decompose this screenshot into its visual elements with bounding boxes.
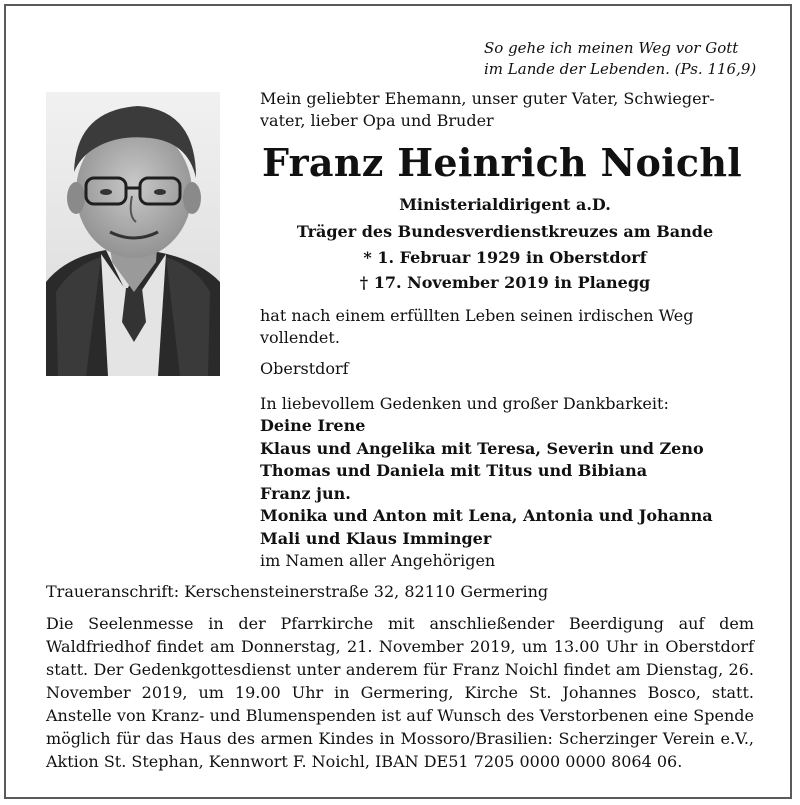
remembrance-line: In liebevollem Gedenken und großer Dankbarkeit: — [260, 394, 669, 413]
deceased-name: Franz Heinrich Noichl — [262, 140, 743, 185]
family-member: Deine Irene — [260, 416, 366, 435]
bible-verse-line-1: So gehe ich meinen Weg vor Gott — [484, 39, 739, 57]
completed-life-text: hat nach einem erfüllten Leben seinen irdischen Weg vollendet. — [260, 306, 694, 347]
death-date: † 17. November 2019 in Planegg — [359, 273, 651, 292]
intro-line-2: vater, lieber Opa und Bruder — [260, 111, 494, 130]
portrait-image — [46, 92, 220, 376]
funeral-details: Die Seelenmesse in der Pfarrkirche mit anschließender Beerdigung auf dem Waldfriedhof findet am Donnerstag, 21. November 2019, um 13.00 Uhr in Oberstdorf statt. Der Gedenkgottesdienst unter anderem für Franz Noichl findet am Dienstag, 26. November 2019, um 19.00 Uhr in Germering, Kirche St. Johannes Bosco, statt. Anstelle von Kranz- und Blumenspenden ist auf Wunsch des Verstorbenen eine Spende möglich für das Haus des armen Kindes in Mossoro/Brasilien: Scherzinger Verein e.V., Aktion St. Stephan, Kennwort F. Noichl, IBAN DE51 7205 0000 0000 8064 06. — [46, 614, 754, 771]
family-member: Monika und Anton mit Lena, Antonia und Johanna — [260, 506, 713, 526]
relatives-line: im Namen aller Angehörigen — [260, 551, 496, 570]
intro-line-1: Mein geliebter Ehemann, unser guter Vater, Schwieger- — [260, 89, 715, 108]
intro-text — [260, 88, 760, 132]
family-member: Klaus und Angelika mit Teresa, Severin und Zeno — [260, 438, 704, 458]
mourning-address: Traueranschrift: Kerschensteinerstraße 32, 82110 Germering — [46, 582, 549, 601]
bible-verse-line-2: im Lande der Lebenden. (Ps. 116,9) — [484, 60, 757, 78]
portrait-photo — [46, 92, 220, 376]
family-member: Mali und Klaus Imminger — [260, 528, 492, 548]
family-list — [260, 415, 713, 551]
birth-date: * 1. Februar 1929 in Oberstdorf — [363, 248, 647, 267]
honor-title: Träger des Bundesverdienstkreuzes am Bande — [296, 222, 714, 241]
family-member: Thomas und Daniela mit Titus und Bibiana — [260, 461, 648, 481]
family-member: Franz jun. — [260, 483, 351, 503]
job-title: Ministerialdirigent a.D. — [399, 195, 611, 214]
place-name: Oberstdorf — [260, 359, 349, 378]
bible-verse — [484, 38, 784, 80]
